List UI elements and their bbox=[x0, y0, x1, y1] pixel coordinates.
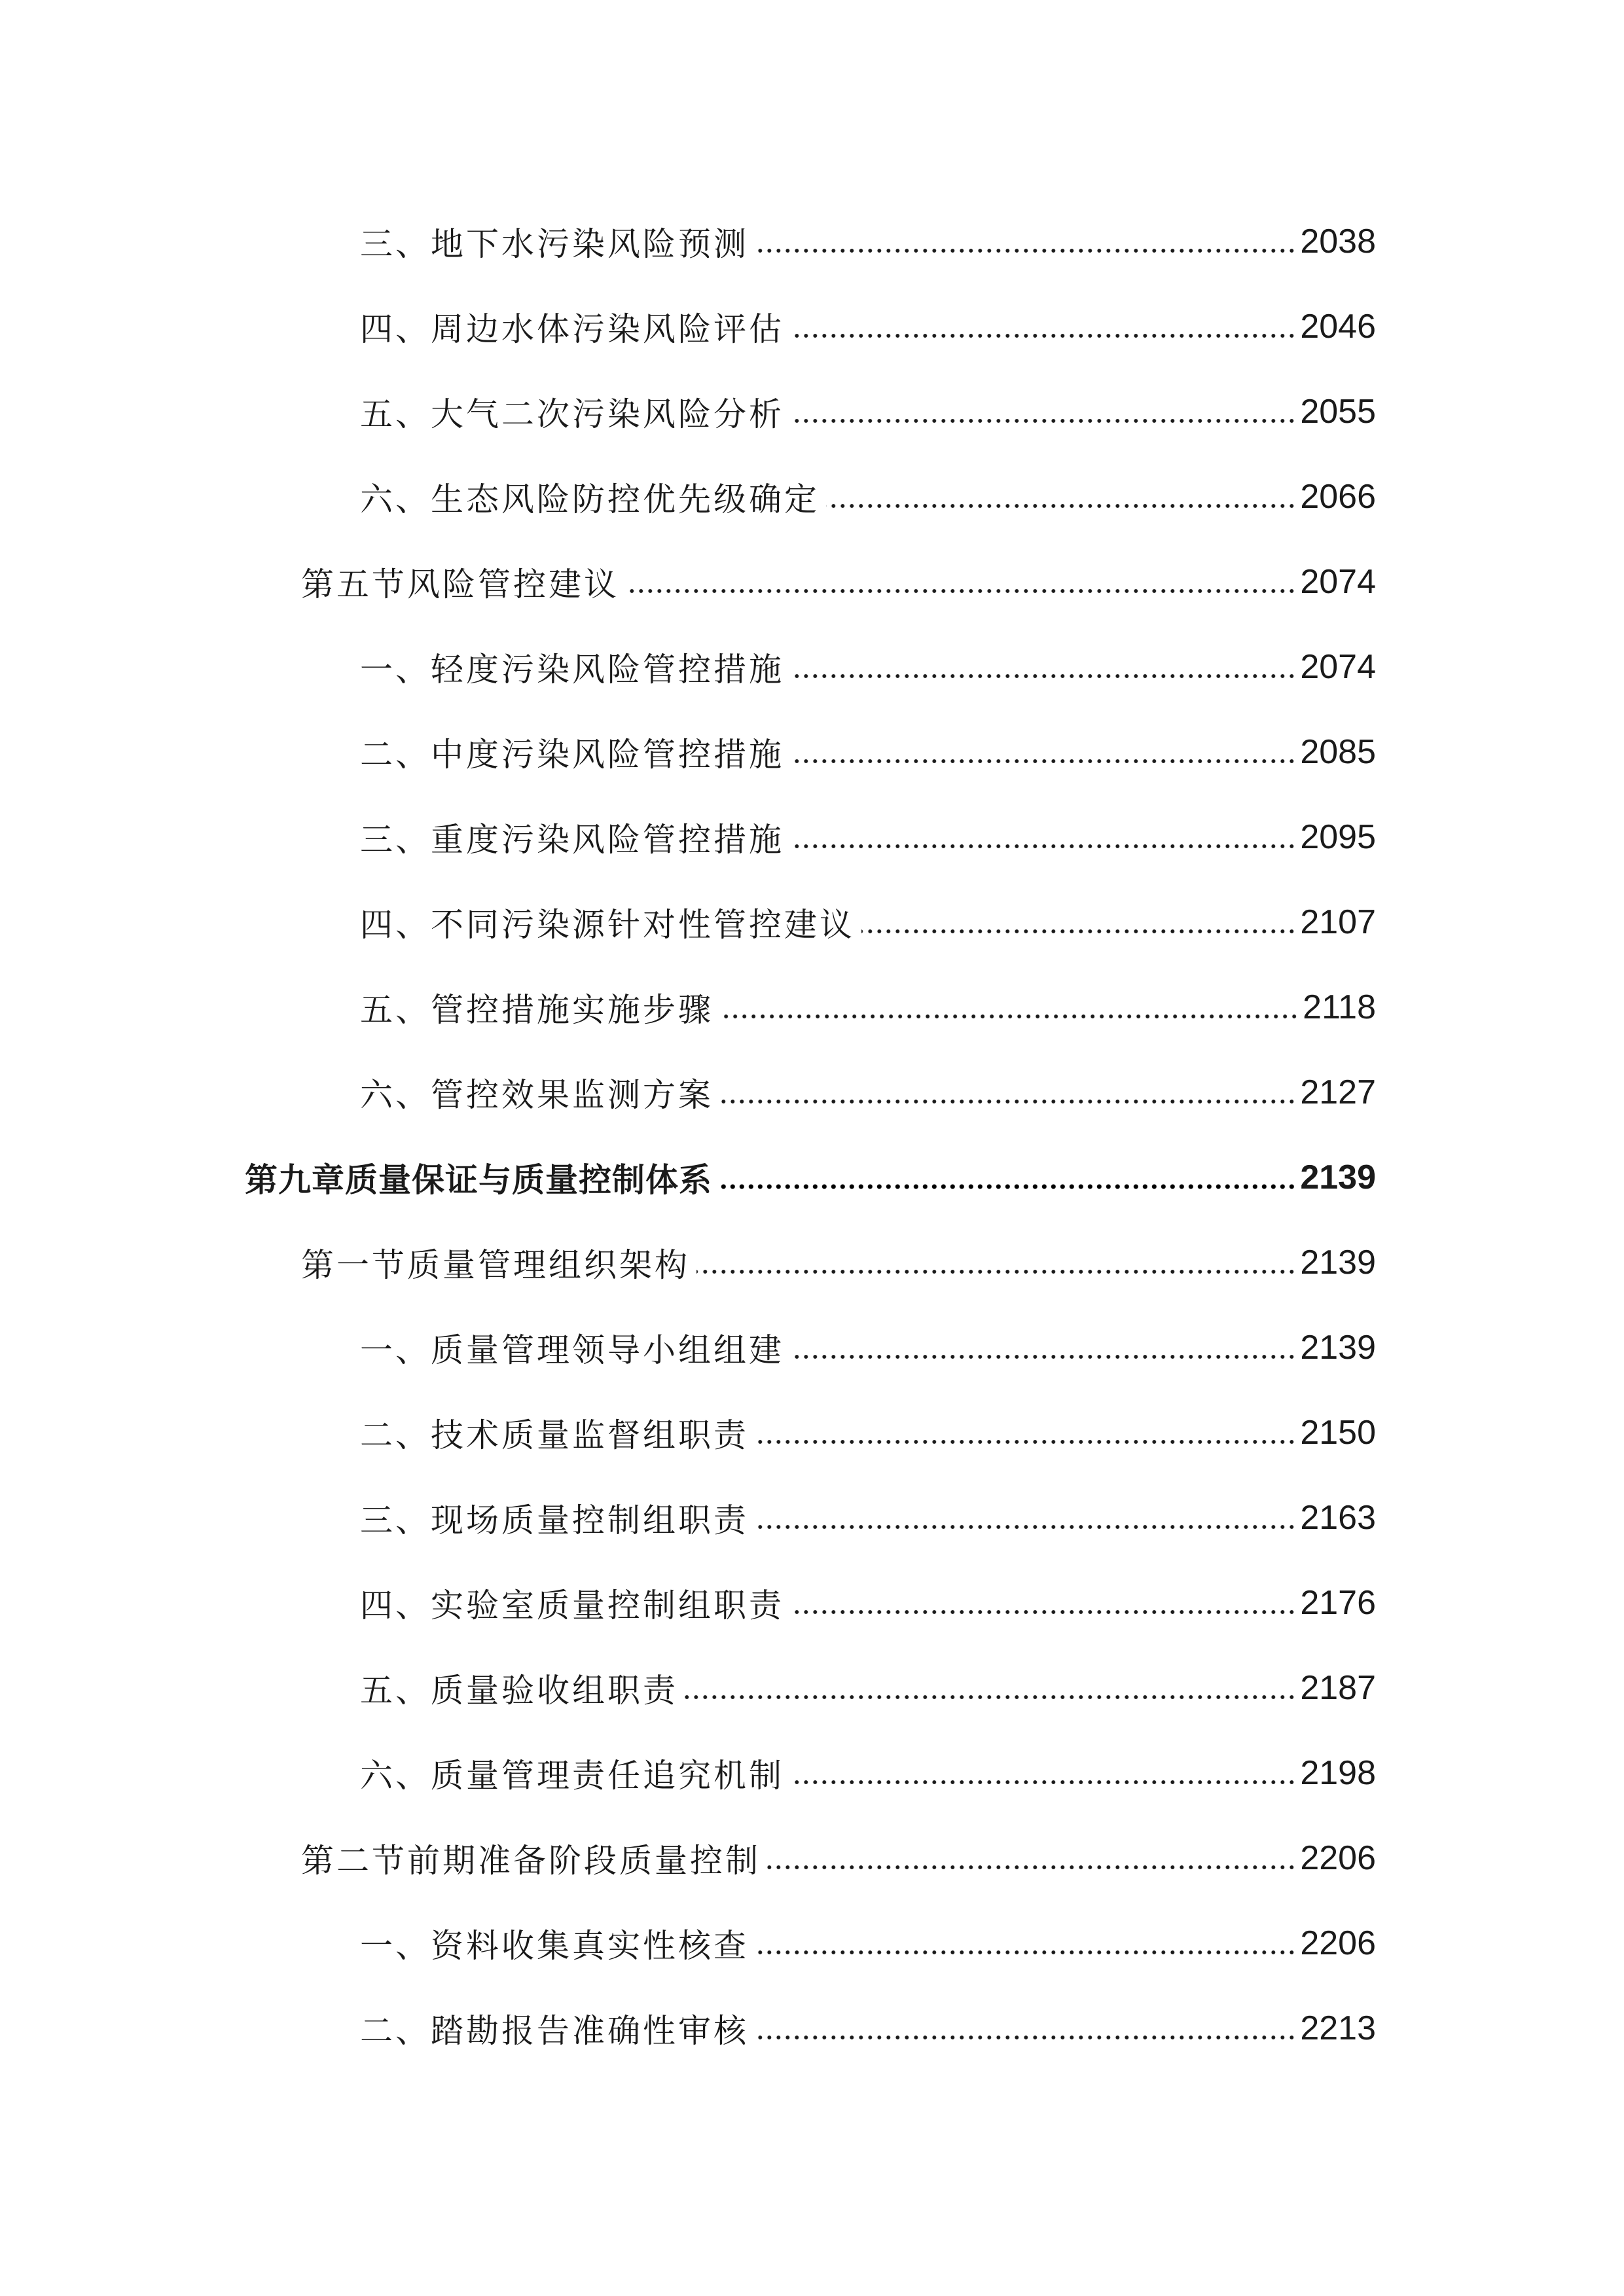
toc-entry-page-number: 2074 bbox=[1300, 648, 1376, 686]
toc-entry[interactable] bbox=[0, 284, 1624, 369]
toc-chapter-entry[interactable] bbox=[0, 1135, 1624, 1220]
dot-leader bbox=[685, 1693, 1296, 1701]
toc-entry[interactable] bbox=[0, 795, 1624, 880]
dot-leader bbox=[826, 502, 1296, 510]
toc-entry-title: 四、不同污染源针对性管控建议 bbox=[360, 906, 855, 944]
toc-entry-title: 一、质量管理领导小组组建 bbox=[360, 1331, 784, 1369]
dot-leader bbox=[755, 1438, 1296, 1446]
toc-entry-title: 三、地下水污染风险预测 bbox=[360, 225, 749, 263]
toc-entry-title: 二、踏勘报告准确性审核 bbox=[360, 2012, 749, 2050]
dot-leader bbox=[791, 672, 1296, 680]
dot-leader bbox=[767, 1863, 1296, 1871]
toc-entry-page-number: 2163 bbox=[1300, 1499, 1376, 1537]
toc-entry[interactable] bbox=[0, 1986, 1624, 2071]
toc-entry[interactable] bbox=[0, 1645, 1624, 1731]
toc-entry-title: 六、管控效果监测方案 bbox=[360, 1076, 713, 1114]
toc-entry-title: 二、技术质量监督组职责 bbox=[360, 1416, 749, 1454]
toc-entry-title: 第一节质量管理组织架构 bbox=[301, 1246, 690, 1284]
toc-entry[interactable] bbox=[0, 624, 1624, 709]
toc-entry-title: 二、中度污染风险管控措施 bbox=[360, 736, 784, 774]
toc-entry-title: 六、质量管理责任追究机制 bbox=[360, 1757, 784, 1795]
toc-entry-page-number: 2206 bbox=[1300, 1839, 1376, 1877]
toc-entry-title: 一、轻度污染风险管控措施 bbox=[360, 651, 784, 689]
toc-entry-title: 第二节前期准备阶段质量控制 bbox=[301, 1842, 761, 1880]
toc-entry-page-number: 2150 bbox=[1300, 1414, 1376, 1452]
toc-entry-page-number: 2127 bbox=[1300, 1073, 1376, 1111]
toc-entry[interactable] bbox=[0, 709, 1624, 795]
toc-entry-page-number: 2107 bbox=[1300, 903, 1376, 941]
toc-entry-page-number: 2046 bbox=[1300, 308, 1376, 346]
toc-entry-title: 五、管控措施实施步骤 bbox=[360, 991, 713, 1029]
dot-leader bbox=[861, 927, 1296, 935]
toc-entry[interactable] bbox=[0, 1901, 1624, 1986]
toc-entry[interactable] bbox=[0, 1560, 1624, 1645]
toc-entry[interactable] bbox=[0, 1475, 1624, 1560]
dot-leader bbox=[755, 247, 1296, 255]
toc-entry[interactable] bbox=[0, 1050, 1624, 1135]
toc-entry-page-number: 2074 bbox=[1300, 563, 1376, 601]
dot-leader bbox=[719, 1183, 1296, 1191]
toc-entry-title: 五、大气二次污染风险分析 bbox=[360, 395, 784, 433]
toc-entry-page-number: 2176 bbox=[1300, 1584, 1376, 1622]
toc-entry[interactable] bbox=[0, 965, 1624, 1050]
table-of-contents bbox=[0, 199, 1624, 2071]
dot-leader bbox=[791, 1353, 1296, 1361]
toc-entry[interactable] bbox=[0, 199, 1624, 284]
dot-leader bbox=[791, 1608, 1296, 1616]
toc-entry-title: 四、实验室质量控制组职责 bbox=[360, 1587, 784, 1624]
toc-entry-page-number: 2055 bbox=[1300, 393, 1376, 431]
dot-leader bbox=[720, 1013, 1299, 1020]
toc-entry-title: 三、现场质量控制组职责 bbox=[360, 1501, 749, 1539]
toc-entry-page-number: 2118 bbox=[1303, 988, 1376, 1026]
toc-entry-title: 六、生态风险防控优先级确定 bbox=[360, 480, 820, 518]
toc-entry-page-number: 2066 bbox=[1300, 478, 1376, 516]
toc-entry[interactable] bbox=[0, 454, 1624, 539]
toc-entry-title: 第五节风险管控建议 bbox=[301, 565, 619, 603]
toc-entry-page-number: 2213 bbox=[1300, 2009, 1376, 2047]
toc-entry-page-number: 2139 bbox=[1300, 1244, 1376, 1282]
toc-entry-title: 四、周边水体污染风险评估 bbox=[360, 310, 784, 348]
toc-section-entry[interactable] bbox=[0, 1816, 1624, 1901]
dot-leader bbox=[791, 842, 1296, 850]
dot-leader bbox=[626, 587, 1296, 595]
dot-leader bbox=[791, 332, 1296, 340]
toc-entry[interactable] bbox=[0, 1390, 1624, 1475]
toc-entry-title: 三、重度污染风险管控措施 bbox=[360, 821, 784, 859]
toc-entry[interactable] bbox=[0, 369, 1624, 454]
dot-leader bbox=[791, 1778, 1296, 1786]
dot-leader bbox=[755, 1523, 1296, 1531]
toc-entry-page-number: 2139 bbox=[1300, 1158, 1376, 1196]
dot-leader bbox=[720, 1098, 1296, 1105]
toc-entry-page-number: 2085 bbox=[1300, 733, 1376, 771]
toc-entry-title: 五、质量验收组职责 bbox=[360, 1672, 678, 1710]
dot-leader bbox=[755, 2034, 1296, 2041]
dot-leader bbox=[791, 757, 1296, 765]
toc-section-entry[interactable] bbox=[0, 539, 1624, 624]
toc-entry-page-number: 2095 bbox=[1300, 818, 1376, 856]
toc-entry-page-number: 2038 bbox=[1300, 223, 1376, 260]
toc-entry[interactable] bbox=[0, 1731, 1624, 1816]
toc-entry-page-number: 2187 bbox=[1300, 1669, 1376, 1707]
toc-entry-page-number: 2198 bbox=[1300, 1754, 1376, 1792]
toc-section-entry[interactable] bbox=[0, 1220, 1624, 1305]
toc-entry-title: 第九章质量保证与质量控制体系 bbox=[245, 1161, 712, 1199]
dot-leader bbox=[791, 417, 1296, 425]
toc-entry[interactable] bbox=[0, 1305, 1624, 1390]
toc-entry-page-number: 2206 bbox=[1300, 1924, 1376, 1962]
dot-leader bbox=[696, 1268, 1296, 1276]
toc-entry-title: 一、资料收集真实性核查 bbox=[360, 1927, 749, 1965]
dot-leader bbox=[755, 1948, 1296, 1956]
toc-entry-page-number: 2139 bbox=[1300, 1329, 1376, 1367]
toc-entry[interactable] bbox=[0, 880, 1624, 965]
